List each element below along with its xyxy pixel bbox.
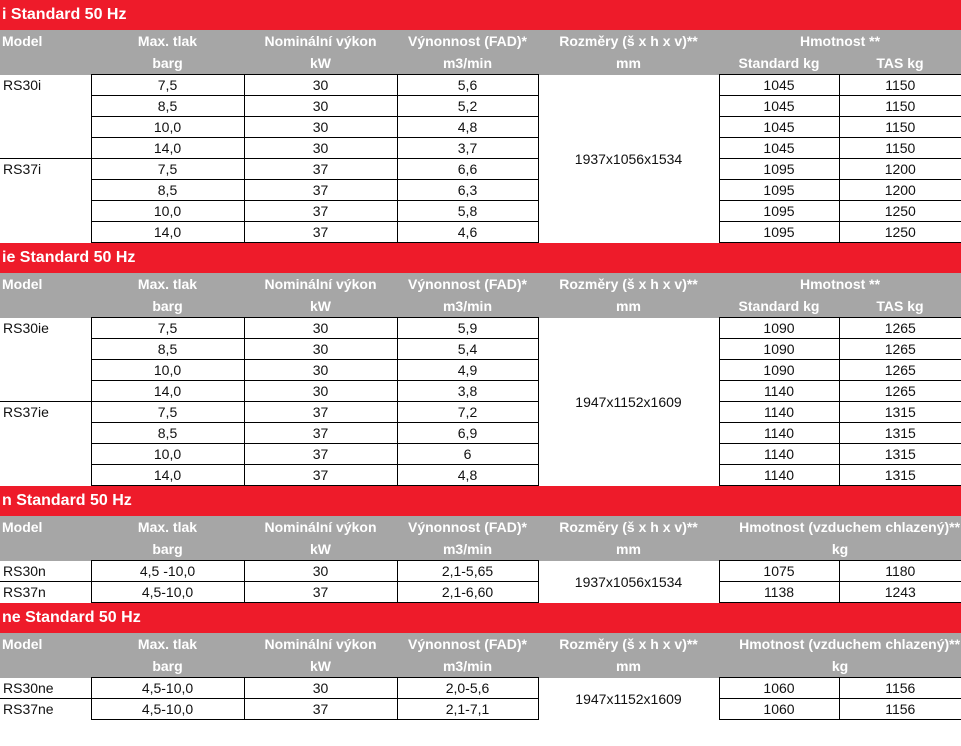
col-header-power: Nominální výkon <box>244 30 397 52</box>
col-header-power-unit: kW <box>244 52 397 75</box>
table-row <box>0 465 961 486</box>
table-row <box>0 360 961 381</box>
col-header-fad-unit: m3/min <box>397 538 538 561</box>
weight-tas-cell: 1265 <box>839 318 961 339</box>
power-cell: 30 <box>244 360 397 381</box>
col-header-tas-kg: TAS kg <box>839 52 961 75</box>
col-header-pressure-unit: barg <box>91 655 244 678</box>
pressure-cell: 14,0 <box>91 222 244 243</box>
weight-tas-cell: 1250 <box>839 222 961 243</box>
table-row <box>0 444 961 465</box>
weight-tas-cell: 1180 <box>839 561 961 582</box>
weight-tas-cell: 1200 <box>839 180 961 201</box>
col-header-fad: Výnonnost (FAD)* <box>397 30 538 52</box>
col-header-pressure: Max. tlak <box>91 273 244 295</box>
fad-cell: 2,1-6,60 <box>397 582 538 603</box>
pressure-cell: 14,0 <box>91 465 244 486</box>
col-header-fad: Výnonnost (FAD)* <box>397 273 538 295</box>
fad-cell: 5,9 <box>397 318 538 339</box>
weight-standard-cell: 1045 <box>719 75 839 96</box>
fad-cell: 2,0-5,6 <box>397 678 538 699</box>
col-header-power-unit: kW <box>244 538 397 561</box>
col-header-standard-kg: Standard kg <box>719 52 839 75</box>
weight-standard-cell: 1140 <box>719 465 839 486</box>
model-name: RS37ne <box>0 699 91 720</box>
power-cell: 37 <box>244 699 397 720</box>
pressure-cell: 4,5 -10,0 <box>91 561 244 582</box>
dimensions-cell: 1937x1056x1534 <box>538 75 719 243</box>
col-header-weight: Hmotnost (vzduchem chlazený)** <box>719 516 961 538</box>
col-header-dims: Rozměry (š x h x v)** <box>538 273 719 295</box>
weight-standard-cell: 1090 <box>719 318 839 339</box>
power-cell: 30 <box>244 339 397 360</box>
weight-tas-cell: 1150 <box>839 96 961 117</box>
col-header-model: Model <box>0 273 91 295</box>
pressure-cell: 4,5-10,0 <box>91 678 244 699</box>
fad-cell: 6,9 <box>397 423 538 444</box>
weight-standard-cell: 1045 <box>719 117 839 138</box>
pressure-cell: 7,5 <box>91 75 244 96</box>
col-header-pressure-unit: barg <box>91 52 244 75</box>
col-header-standard-kg: Standard kg <box>719 295 839 318</box>
weight-standard-cell: 1138 <box>719 582 839 603</box>
col-header-pressure: Max. tlak <box>91 30 244 52</box>
weight-standard-cell: 1095 <box>719 159 839 180</box>
weight-standard-cell: 1095 <box>719 180 839 201</box>
header-unit-row <box>0 52 961 75</box>
col-header-weight-unit: kg <box>719 538 961 561</box>
section-title: i Standard 50 Hz <box>0 0 961 30</box>
power-cell: 30 <box>244 381 397 402</box>
fad-cell: 5,8 <box>397 201 538 222</box>
col-header-dims-unit: mm <box>538 655 719 678</box>
weight-tas-cell: 1315 <box>839 402 961 423</box>
weight-standard-cell: 1090 <box>719 339 839 360</box>
col-header-fad: Výnonnost (FAD)* <box>397 516 538 538</box>
col-header-weight: Hmotnost (vzduchem chlazený)** <box>719 633 961 655</box>
header-unit-row <box>0 655 961 678</box>
section-title-row <box>0 486 961 517</box>
col-header-model: Model <box>0 516 91 538</box>
col-header-fad-unit: m3/min <box>397 655 538 678</box>
power-cell: 30 <box>244 561 397 582</box>
pressure-cell: 8,5 <box>91 423 244 444</box>
weight-standard-cell: 1045 <box>719 138 839 159</box>
table-row <box>0 423 961 444</box>
power-cell: 37 <box>244 201 397 222</box>
power-cell: 37 <box>244 222 397 243</box>
power-cell: 30 <box>244 318 397 339</box>
dimensions-cell: 1937x1056x1534 <box>538 561 719 603</box>
col-header-fad-unit: m3/min <box>397 52 538 75</box>
model-name: RS30n <box>0 561 91 582</box>
col-header-dims: Rozměry (š x h x v)** <box>538 633 719 655</box>
table-row <box>0 201 961 222</box>
model-name: RS30i <box>0 75 91 159</box>
fad-cell: 4,8 <box>397 117 538 138</box>
fad-cell: 6 <box>397 444 538 465</box>
power-cell: 30 <box>244 75 397 96</box>
pressure-cell: 8,5 <box>91 96 244 117</box>
fad-cell: 4,8 <box>397 465 538 486</box>
weight-tas-cell: 1265 <box>839 360 961 381</box>
power-cell: 30 <box>244 117 397 138</box>
col-header-power-unit: kW <box>244 655 397 678</box>
header-row <box>0 30 961 52</box>
weight-tas-cell: 1243 <box>839 582 961 603</box>
section-title: ie Standard 50 Hz <box>0 243 961 274</box>
col-header-fad-unit: m3/min <box>397 295 538 318</box>
table-row <box>0 159 961 180</box>
section-title-row <box>0 0 961 30</box>
fad-cell: 3,8 <box>397 381 538 402</box>
fad-cell: 4,9 <box>397 360 538 381</box>
col-header-model-unit <box>0 295 91 318</box>
weight-tas-cell: 1315 <box>839 423 961 444</box>
table-row <box>0 117 961 138</box>
table-row <box>0 582 961 603</box>
power-cell: 37 <box>244 582 397 603</box>
table-row <box>0 75 961 96</box>
fad-cell: 6,3 <box>397 180 538 201</box>
table-row <box>0 678 961 699</box>
weight-tas-cell: 1150 <box>839 117 961 138</box>
weight-tas-cell: 1315 <box>839 465 961 486</box>
fad-cell: 5,4 <box>397 339 538 360</box>
fad-cell: 5,2 <box>397 96 538 117</box>
col-header-dims: Rozměry (š x h x v)** <box>538 30 719 52</box>
power-cell: 37 <box>244 180 397 201</box>
weight-tas-cell: 1265 <box>839 381 961 402</box>
weight-tas-cell: 1200 <box>839 159 961 180</box>
pressure-cell: 10,0 <box>91 201 244 222</box>
col-header-model: Model <box>0 30 91 52</box>
weight-tas-cell: 1156 <box>839 678 961 699</box>
table-row <box>0 138 961 159</box>
col-header-dims: Rozměry (š x h x v)** <box>538 516 719 538</box>
model-name: RS30ie <box>0 318 91 402</box>
pressure-cell: 7,5 <box>91 318 244 339</box>
pressure-cell: 14,0 <box>91 138 244 159</box>
col-header-model-unit <box>0 538 91 561</box>
section-title: n Standard 50 Hz <box>0 486 961 517</box>
col-header-tas-kg: TAS kg <box>839 295 961 318</box>
header-row <box>0 273 961 295</box>
model-name: RS37ie <box>0 402 91 486</box>
header-row <box>0 516 961 538</box>
weight-standard-cell: 1140 <box>719 423 839 444</box>
table-row <box>0 339 961 360</box>
power-cell: 37 <box>244 444 397 465</box>
fad-cell: 5,6 <box>397 75 538 96</box>
model-name: RS37i <box>0 159 91 243</box>
power-cell: 30 <box>244 96 397 117</box>
col-header-model: Model <box>0 633 91 655</box>
weight-standard-cell: 1060 <box>719 678 839 699</box>
col-header-power: Nominální výkon <box>244 633 397 655</box>
table-row <box>0 561 961 582</box>
weight-standard-cell: 1095 <box>719 201 839 222</box>
pressure-cell: 10,0 <box>91 444 244 465</box>
col-header-power: Nominální výkon <box>244 273 397 295</box>
table-row <box>0 222 961 243</box>
pressure-cell: 14,0 <box>91 381 244 402</box>
weight-standard-cell: 1140 <box>719 402 839 423</box>
weight-tas-cell: 1150 <box>839 138 961 159</box>
pressure-cell: 8,5 <box>91 180 244 201</box>
pressure-cell: 10,0 <box>91 117 244 138</box>
dimensions-cell: 1947x1152x1609 <box>538 678 719 720</box>
section-title: ne Standard 50 Hz <box>0 603 961 634</box>
table-row <box>0 180 961 201</box>
col-header-dims-unit: mm <box>538 538 719 561</box>
col-header-weight: Hmotnost ** <box>719 30 961 52</box>
col-header-pressure: Max. tlak <box>91 633 244 655</box>
weight-standard-cell: 1045 <box>719 96 839 117</box>
pressure-cell: 10,0 <box>91 360 244 381</box>
pressure-cell: 8,5 <box>91 339 244 360</box>
power-cell: 37 <box>244 402 397 423</box>
pressure-cell: 4,5-10,0 <box>91 582 244 603</box>
pressure-cell: 7,5 <box>91 402 244 423</box>
weight-standard-cell: 1140 <box>719 381 839 402</box>
pressure-cell: 4,5-10,0 <box>91 699 244 720</box>
col-header-fad: Výnonnost (FAD)* <box>397 633 538 655</box>
weight-tas-cell: 1156 <box>839 699 961 720</box>
weight-tas-cell: 1150 <box>839 75 961 96</box>
col-header-model-unit <box>0 655 91 678</box>
power-cell: 37 <box>244 465 397 486</box>
power-cell: 37 <box>244 159 397 180</box>
col-header-pressure-unit: barg <box>91 538 244 561</box>
table-row <box>0 402 961 423</box>
power-cell: 30 <box>244 138 397 159</box>
header-unit-row <box>0 295 961 318</box>
weight-tas-cell: 1250 <box>839 201 961 222</box>
fad-cell: 6,6 <box>397 159 538 180</box>
power-cell: 30 <box>244 678 397 699</box>
col-header-weight-unit: kg <box>719 655 961 678</box>
weight-standard-cell: 1140 <box>719 444 839 465</box>
section-title-row <box>0 243 961 274</box>
col-header-power: Nominální výkon <box>244 516 397 538</box>
header-row <box>0 633 961 655</box>
table-row <box>0 699 961 720</box>
model-name: RS37n <box>0 582 91 603</box>
pressure-cell: 7,5 <box>91 159 244 180</box>
model-name: RS30ne <box>0 678 91 699</box>
fad-cell: 7,2 <box>397 402 538 423</box>
table-row <box>0 318 961 339</box>
weight-standard-cell: 1090 <box>719 360 839 381</box>
fad-cell: 2,1-5,65 <box>397 561 538 582</box>
col-header-pressure: Max. tlak <box>91 516 244 538</box>
table-row <box>0 381 961 402</box>
col-header-pressure-unit: barg <box>91 295 244 318</box>
col-header-power-unit: kW <box>244 295 397 318</box>
fad-cell: 4,6 <box>397 222 538 243</box>
header-unit-row <box>0 538 961 561</box>
dimensions-cell: 1947x1152x1609 <box>538 318 719 486</box>
fad-cell: 3,7 <box>397 138 538 159</box>
col-header-model-unit <box>0 52 91 75</box>
weight-tas-cell: 1315 <box>839 444 961 465</box>
weight-tas-cell: 1265 <box>839 339 961 360</box>
power-cell: 37 <box>244 423 397 444</box>
fad-cell: 2,1-7,1 <box>397 699 538 720</box>
weight-standard-cell: 1095 <box>719 222 839 243</box>
weight-standard-cell: 1060 <box>719 699 839 720</box>
col-header-dims-unit: mm <box>538 295 719 318</box>
weight-standard-cell: 1075 <box>719 561 839 582</box>
col-header-dims-unit: mm <box>538 52 719 75</box>
table-row <box>0 96 961 117</box>
section-title-row <box>0 603 961 634</box>
col-header-weight: Hmotnost ** <box>719 273 961 295</box>
